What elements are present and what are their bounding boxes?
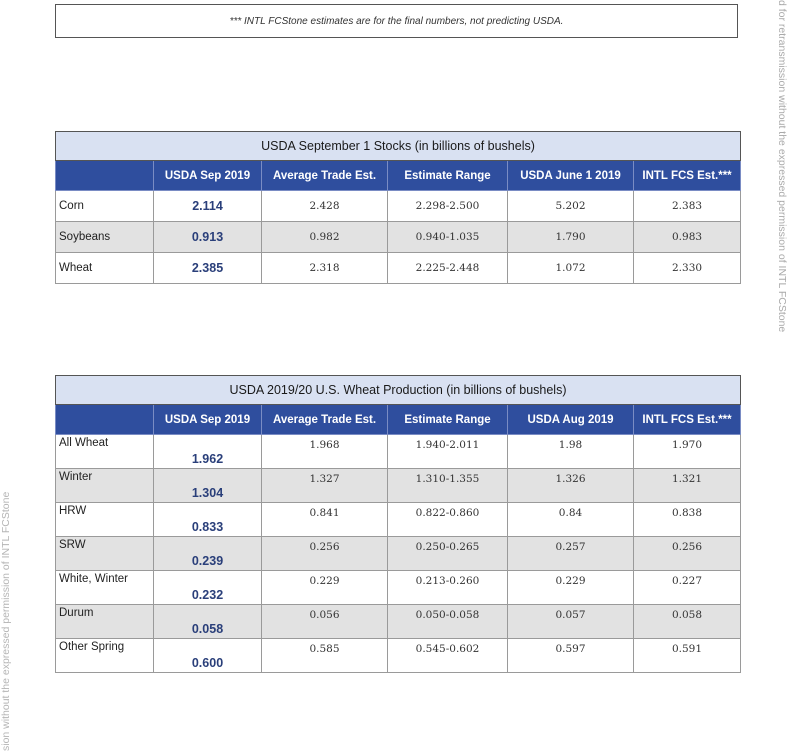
estimate-range-value: 0.213-0.260 — [388, 571, 508, 605]
usda-value: 2.114 — [154, 191, 262, 222]
wheat-production-table — [55, 375, 741, 673]
previous-usda-value: 0.84 — [508, 503, 634, 537]
row-label: Corn — [56, 191, 154, 222]
wheat-header-avg: Average Trade Est. — [262, 405, 388, 435]
avg-trade-value: 0.585 — [262, 639, 388, 673]
row-label: Soybeans — [56, 222, 154, 253]
intl-fcs-value: 0.983 — [634, 222, 741, 253]
previous-usda-value: 1.790 — [508, 222, 634, 253]
usda-value: 0.232 — [154, 571, 262, 605]
intl-fcs-value: 2.330 — [634, 253, 741, 284]
avg-trade-value: 0.256 — [262, 537, 388, 571]
stocks-header-usda: USDA Sep 2019 — [154, 161, 262, 191]
wheat-title: USDA 2019/20 U.S. Wheat Production (in billions of bushels) — [56, 376, 741, 405]
usda-value: 1.304 — [154, 469, 262, 503]
avg-trade-value: 2.318 — [262, 253, 388, 284]
table-row — [56, 503, 741, 537]
estimate-range-value: 2.298-2.500 — [388, 191, 508, 222]
row-label: SRW — [56, 537, 154, 571]
avg-trade-value: 1.327 — [262, 469, 388, 503]
table-row — [56, 605, 741, 639]
row-label: Winter — [56, 469, 154, 503]
row-label: White, Winter — [56, 571, 154, 605]
table-row — [56, 639, 741, 673]
previous-usda-value: 1.072 — [508, 253, 634, 284]
stocks-header-prev: USDA June 1 2019 — [508, 161, 634, 191]
estimate-range-value: 0.822-0.860 — [388, 503, 508, 537]
wheat-header-range: Estimate Range — [388, 405, 508, 435]
usda-value: 0.239 — [154, 537, 262, 571]
stocks-table — [55, 131, 741, 284]
avg-trade-value: 0.982 — [262, 222, 388, 253]
wheat-header-row — [56, 405, 741, 435]
avg-trade-value: 0.229 — [262, 571, 388, 605]
table-row — [56, 537, 741, 571]
stocks-header-avg: Average Trade Est. — [262, 161, 388, 191]
intl-fcs-value: 0.838 — [634, 503, 741, 537]
usda-value: 0.913 — [154, 222, 262, 253]
estimate-range-value: 1.940-2.011 — [388, 435, 508, 469]
wheat-title-row — [56, 376, 741, 405]
previous-usda-value: 5.202 — [508, 191, 634, 222]
intl-fcs-value: 2.383 — [634, 191, 741, 222]
wheat-header-usda: USDA Sep 2019 — [154, 405, 262, 435]
previous-usda-value: 0.229 — [508, 571, 634, 605]
estimate-range-value: 0.050-0.058 — [388, 605, 508, 639]
intl-fcs-value: 0.256 — [634, 537, 741, 571]
estimate-note-text: *** INTL FCStone estimates are for the final numbers, not predicting USDA. — [229, 15, 564, 27]
stocks-title-row — [56, 132, 741, 161]
usda-value: 0.600 — [154, 639, 262, 673]
watermark-right: d for retransmission without the expressed permission of INTL FCStone — [776, 0, 788, 333]
table-row — [56, 222, 741, 253]
stocks-header-intl: INTL FCS Est.*** — [634, 161, 741, 191]
usda-value: 2.385 — [154, 253, 262, 284]
intl-fcs-value: 0.058 — [634, 605, 741, 639]
intl-fcs-value: 0.591 — [634, 639, 741, 673]
table-row — [56, 435, 741, 469]
estimate-range-value: 2.225-2.448 — [388, 253, 508, 284]
row-label: All Wheat — [56, 435, 154, 469]
estimate-range-value: 0.250-0.265 — [388, 537, 508, 571]
wheat-header-prev: USDA Aug 2019 — [508, 405, 634, 435]
intl-fcs-value: 1.970 — [634, 435, 741, 469]
table-row — [56, 571, 741, 605]
stocks-header-range: Estimate Range — [388, 161, 508, 191]
row-label: Wheat — [56, 253, 154, 284]
estimate-range-value: 0.545-0.602 — [388, 639, 508, 673]
wheat-header-intl: INTL FCS Est.*** — [634, 405, 741, 435]
previous-usda-value: 1.98 — [508, 435, 634, 469]
stocks-title: USDA September 1 Stocks (in billions of bushels) — [56, 132, 741, 161]
wheat-header-blank — [56, 405, 154, 435]
watermark-left: sion without the expressed permission of INTL FCStone — [0, 491, 12, 751]
row-label: Other Spring — [56, 639, 154, 673]
previous-usda-value: 1.326 — [508, 469, 634, 503]
usda-value: 0.833 — [154, 503, 262, 537]
estimate-range-value: 0.940-1.035 — [388, 222, 508, 253]
estimate-note — [55, 4, 738, 38]
avg-trade-value: 0.841 — [262, 503, 388, 537]
avg-trade-value: 2.428 — [262, 191, 388, 222]
stocks-header-blank — [56, 161, 154, 191]
stocks-header-row — [56, 161, 741, 191]
table-row — [56, 191, 741, 222]
intl-fcs-value: 1.321 — [634, 469, 741, 503]
previous-usda-value: 0.257 — [508, 537, 634, 571]
row-label: Durum — [56, 605, 154, 639]
estimate-range-value: 1.310-1.355 — [388, 469, 508, 503]
usda-value: 0.058 — [154, 605, 262, 639]
row-label: HRW — [56, 503, 154, 537]
avg-trade-value: 1.968 — [262, 435, 388, 469]
previous-usda-value: 0.597 — [508, 639, 634, 673]
table-row — [56, 253, 741, 284]
usda-value: 1.962 — [154, 435, 262, 469]
previous-usda-value: 0.057 — [508, 605, 634, 639]
intl-fcs-value: 0.227 — [634, 571, 741, 605]
avg-trade-value: 0.056 — [262, 605, 388, 639]
table-row — [56, 469, 741, 503]
